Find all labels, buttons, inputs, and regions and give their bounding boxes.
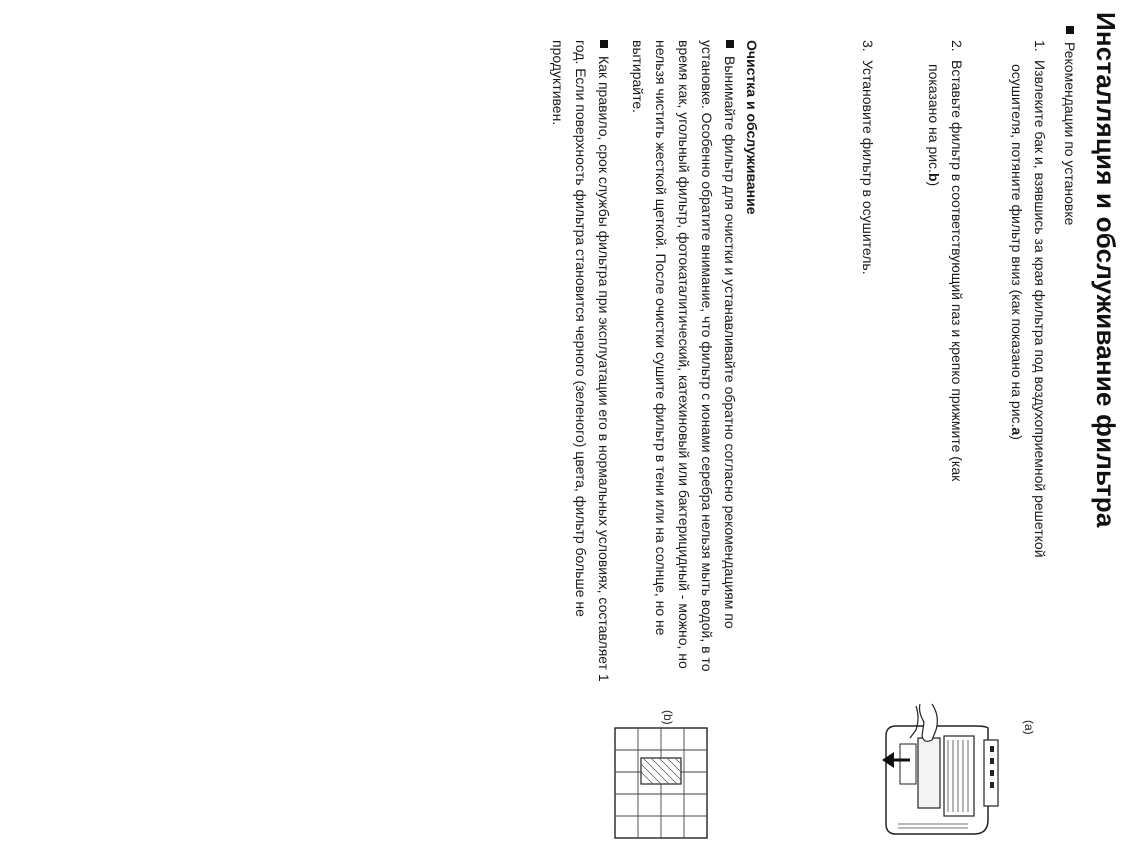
figure-b-caption: (b) [661, 710, 675, 725]
step-3-number: 3. [860, 40, 876, 52]
figure-a-caption: (a) [1022, 720, 1036, 735]
cleaning-paragraph-2 [546, 40, 615, 682]
page-title: Инсталляция и обслуживание фильтра [1091, 12, 1121, 528]
cleaning-p1-line-4: нельзя чистить жесткой щеткой. После очистки сушите фильтр в тени или на солнце, но не [653, 40, 669, 636]
cleaning-p1-line-3: время как, угольный фильтр, фотокаталитический, катехиновый или бактерицидный - можно, но [676, 40, 692, 669]
step-1: 1.Извлеките бак и, взявшись за края фильтра под воздухоприемной решеткой осушителя, потяните фильтр вниз (как показано на рис.a) [1005, 40, 1051, 558]
figure-b [603, 700, 713, 850]
step-2-line-1: Вставьте фильтр в соответствующий паз и крепко прижмите (как [949, 60, 965, 482]
step-1-figure-ref: a [1009, 427, 1025, 436]
step-2-number: 2. [949, 40, 965, 52]
step-2-figure-ref: b [926, 172, 942, 182]
recommendations-heading [1058, 26, 1081, 225]
step-1-number: 1. [1032, 40, 1048, 52]
figure-a [878, 700, 1036, 850]
step-3-text: Установите фильтр в осушитель. [860, 60, 876, 275]
step-1-line-1: Извлеките бак и, взявшись за края фильтра под воздухоприемной решеткой [1032, 60, 1048, 558]
cleaning-p1-line-2: установке. Особенно обратите внимание, что фильтр с ионами серебра нельзя мыть водой, в то [699, 40, 715, 672]
cleaning-p2-line-2: год. Если поверхность фильтра становится черного (зеленого) цвета, фильтр больше не [573, 40, 589, 617]
step-1-line-2: осушителя, потяните фильтр вниз (как показано на рис. [1009, 64, 1025, 428]
bullet-square-icon [600, 40, 608, 48]
filter-panel-illustration [603, 700, 713, 850]
dehumidifier-illustration [878, 700, 1028, 850]
bullet-square-icon [1066, 26, 1074, 34]
step-3 [856, 40, 879, 275]
cleaning-p2-line-1: Как правило, срок службы фильтра при эксплуатации его в нормальных условиях, составляет 1 [596, 56, 612, 682]
cleaning-p1-line-1: Вынимайте фильтр для очистки и устанавливайте обратно согласно рекомендациям по [722, 56, 738, 629]
cleaning-p1-line-5: вытирайте. [630, 40, 646, 114]
step-2-line-2: показано на рис. [926, 64, 942, 173]
recommendations-label: Рекомендации по установке [1062, 42, 1078, 226]
cleaning-heading: Очистка и обслуживание [744, 40, 760, 215]
cleaning-paragraph-1 [626, 40, 741, 671]
step-2: 2.Вставьте фильтр в соответствующий паз и крепко прижмите (как показано на рис.b) [922, 40, 968, 481]
bullet-square-icon [726, 40, 734, 48]
cleaning-p2-line-3: продуктивен. [550, 40, 566, 126]
